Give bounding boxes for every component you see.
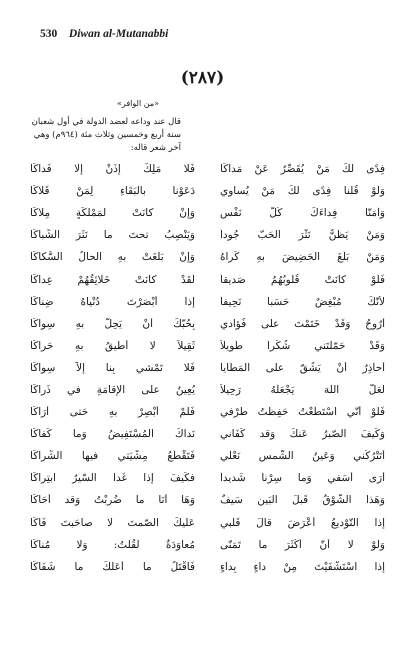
- second-hemistich: وَهَا أنَا ما ضُرِبْتُ وَقد أحَاكَا: [30, 494, 195, 507]
- verse-line: [30, 268, 385, 290]
- first-hemistich: وَلَوْ لا أنّ أكْثَرَ ما تَمَنّى: [220, 538, 385, 551]
- second-hemistich: بِحُبّكَ أنْ يَحِلّ بهِ سِواكَا: [30, 317, 195, 330]
- verse-line: [30, 467, 385, 489]
- verse-line: [30, 357, 385, 379]
- verse-line: [30, 224, 385, 246]
- verse-line: [30, 158, 385, 180]
- verse-line: [30, 512, 385, 534]
- verse-line: [30, 202, 385, 224]
- second-hemistich: فَتَقْطَعُ مِشْيَتي فيها الشِّراكَا: [30, 450, 195, 463]
- poem-number: (٢٨٧): [180, 68, 225, 88]
- first-hemistich: إذا التّوْديعُ أعْرَضَ قالَ قَلبي: [220, 516, 385, 529]
- first-hemistich: وَكَيفَ الصّبرُ عَنكَ وَقد كَفَاني: [220, 428, 385, 441]
- second-hemistich: فكَيفَ إذا غَدا السّيرُ ابتِراكَا: [30, 472, 195, 485]
- verse-line: [30, 556, 385, 578]
- verse-list: [30, 158, 385, 578]
- verse-line: [30, 534, 385, 556]
- first-hemistich: فِدًى لكَ مَنْ يُقَصِّرُ عَنْ مَداكَا: [220, 163, 385, 176]
- second-hemistich: وَإنْ بَلَغَتْ بهِ الحالُ السُّكاكَا: [30, 251, 195, 264]
- verse-line: [30, 379, 385, 401]
- first-hemistich: لأنّكَ مُبْغِضٌ حَسَباً نَحِيفاً: [220, 295, 385, 308]
- page-number: 530: [40, 28, 58, 40]
- first-hemistich: فَلَوْ كانَتْ قُلُوبُهُمُ صَديقاً: [220, 273, 385, 286]
- first-hemistich: وَآمَنّا فِداءَكَ كُلَّ نَفْسٍ: [220, 207, 385, 220]
- second-hemistich: يُعِينُ على الإقامَةِ في ذَراكَا: [30, 383, 195, 396]
- second-hemistich: عَلَيكَ الصّمتَ لا صاحَبتَ فَاكَا: [30, 516, 195, 529]
- second-hemistich: فَلا تَمْشي بِنا إلاّ سِواكَا: [30, 361, 195, 374]
- second-hemistich: ثَقِيلاً لا أُطيقُ بهِ حَراكَا: [30, 339, 195, 352]
- verse-line: [30, 246, 385, 268]
- second-hemistich: دَعَوْنا بالبَقَاءِ لِمَنْ قَلاكَا: [30, 185, 195, 198]
- second-hemistich: نَداكَ المُسْتَفِيضُ وَما كَفاكَا: [30, 428, 195, 441]
- first-hemistich: فَلَوْ أنّي اسْتَطَعْتُ حَفِظْتُ طَرْفي: [220, 406, 385, 419]
- verse-line: [30, 180, 385, 202]
- second-hemistich: إذا أبْصَرْتَ دُنْياهُ ضِناكَا: [30, 295, 195, 308]
- book-title: Diwan al-Mutanabbi: [68, 28, 169, 40]
- poem-introduction: قال عند وداعه لعضد الدولة في أول شعبان سنة أربع وخمسين وثلاث مئة (٩٦٤م) وهي آخر شعر قاله:: [31, 117, 181, 153]
- second-hemistich: فَلا مَلِكٌ إذَنْ إلّا فَداكَا: [30, 163, 195, 176]
- poem-meter: «من الوافر»: [117, 99, 159, 108]
- first-hemistich: أرُوحُ وَقَدْ خَتَمْتَ على فُؤادي: [220, 317, 385, 330]
- first-hemistich: أُحاذِرُ أنْ يَشُقّ على المَطَايا: [220, 361, 385, 374]
- verse-line: [30, 445, 385, 467]
- first-hemistich: وَهَذا الشّوْقُ قَبلَ البَينِ سَيفٌ: [220, 494, 385, 507]
- first-hemistich: أرَى أسَفي وَما سِرْنا شَديداً: [220, 472, 385, 485]
- first-hemistich: إذا اسْتَشْفَيْتَ مِنْ داءٍ بِداءٍ: [220, 560, 385, 573]
- verse-line: [30, 335, 385, 357]
- first-hemistich: أتَتْرُكُني وَعَينُ الشّمسِ نَعْلي: [220, 450, 385, 463]
- verse-line: [30, 291, 385, 313]
- verse-line: [30, 423, 385, 445]
- second-hemistich: لَقَدْ كانَتْ خَلائِقُهُمْ عِداكَا: [30, 273, 195, 286]
- page-header: [40, 26, 168, 40]
- first-hemistich: وَلَوْ قُلْنا فِدًى لكَ مَنْ يُساوي: [220, 185, 385, 198]
- second-hemistich: فَأقْتَلُ ما أعَلّكَ ما شَفَاكَا: [30, 560, 195, 573]
- second-hemistich: فَلَمْ أُبْصِرْ بهِ حَتى أرَاكَا: [30, 406, 195, 419]
- first-hemistich: وَمَنْ يَظّنُّ نَثْرَ الحَبّ جُوداً: [220, 229, 385, 242]
- verse-line: [30, 489, 385, 511]
- second-hemistich: وَيَنْصِبُ تحتَ ما نَثَرَ الشِّباكَا: [30, 229, 195, 242]
- first-hemistich: وَمَنْ بَلَغَ الحَضِيضَ بهِ كَراهُ: [220, 251, 385, 264]
- second-hemistich: وَإنْ كانَتْ لمَمْلَكَةٍ مِلاكَا: [30, 207, 195, 220]
- verse-line: [30, 401, 385, 423]
- first-hemistich: لَعَلّ اللهَ يَجْعَلُهُ رَحِيلاً: [220, 383, 385, 396]
- verse-line: [30, 313, 385, 335]
- second-hemistich: مُعاوَدَةٌ لَقُلْتُ: وَلا مُناكَا: [30, 538, 195, 551]
- first-hemistich: وَقَدْ حَمّلْتَني شُكْراً طَوِيلاً: [220, 339, 385, 352]
